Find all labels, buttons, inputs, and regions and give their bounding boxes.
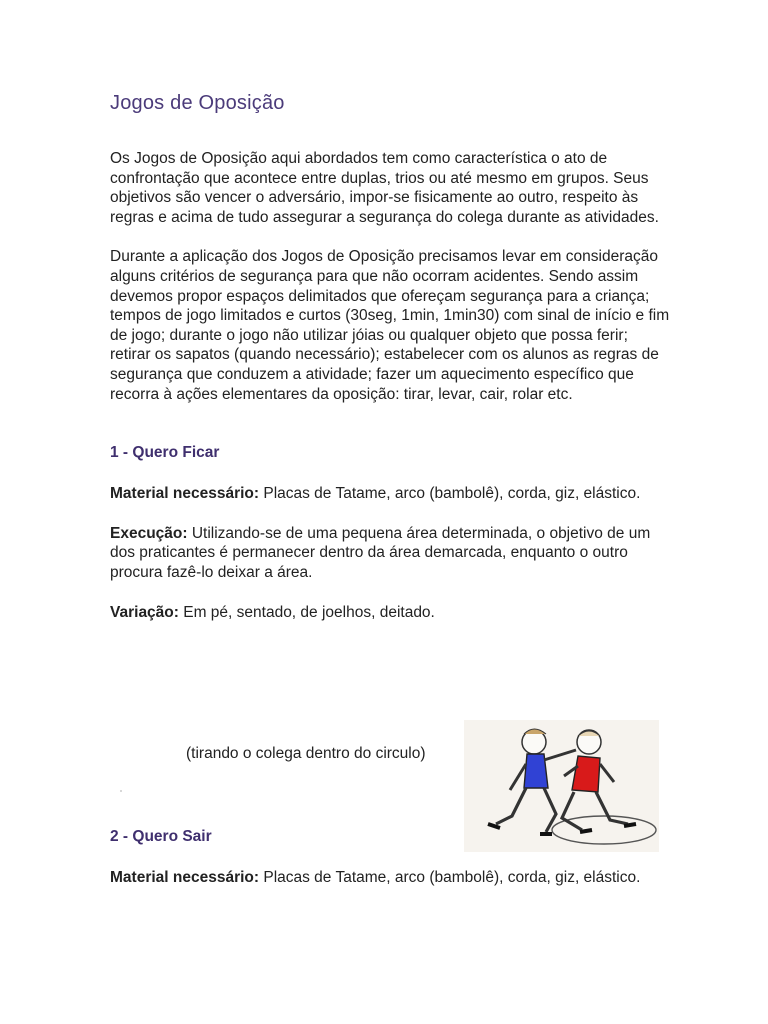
figure-caption: (tirando o colega dentro do circulo) [186, 745, 426, 762]
section-2 [110, 828, 670, 908]
page-title: Jogos de Oposição [110, 92, 285, 114]
section1-execucao [110, 524, 670, 583]
material-text: Placas de Tatame, arco (bambolê), corda, giz, elástico. [259, 485, 641, 503]
intro-paragraph-1: Os Jogos de Oposição aqui abordados tem como característica o ato de confrontação que acontece entre duplas, trios ou até mesmo em grupos. Seus objetivos são vencer o adversário, impor-se fisicamente ao outro, respeito às regras e acima de tudo assegurar a segurança do colega durante as atividades. [110, 150, 659, 226]
execucao-label: Execução: [110, 524, 188, 542]
variacao-text: Em pé, sentado, de joelhos, deitado. [178, 603, 435, 621]
stray-dot [120, 790, 122, 792]
section-heading-quero-sair: 2 - Quero Sair [110, 828, 212, 845]
section1-material [110, 484, 670, 504]
section2-material [110, 868, 670, 888]
section-heading-quero-ficar: 1 - Quero Ficar [110, 444, 220, 462]
execucao-text: Utilizando-se de uma pequena área determinada, o objetivo de um dos praticantes é permanecer dentro da área demarcada, enquanto o outro procura fazê-lo deixar a área. [110, 524, 651, 581]
document-page [110, 92, 670, 886]
material-label-2: Material necessário: [110, 869, 260, 886]
variacao-label: Variação: [110, 603, 179, 621]
material-label: Material necessário: [110, 485, 260, 503]
section1-variacao [110, 603, 670, 623]
intro-paragraph-2: Durante a aplicação dos Jogos de Oposição precisamos levar em consideração alguns critérios de segurança para que não ocorram acidentes. Sendo assim devemos propor espaços delimitados que ofereçam segurança para a criança; tempos de jogo limitados e curtos (30seg, 1min, 1min30) com sinal de início e fim de jogo; durante o jogo não utilizar jóias ou qualquer objeto que possa ferir; retirar os sapatos (quando necessário); estabelecer com os alunos as regras de segurança que conduzem a atividade; fazer um aquecimento específico que recorra à ações elementares da oposição: tirar, levar, cair, rolar etc. [110, 248, 670, 403]
material-text-2: Placas de Tatame, arco (bambolê), corda, giz, elástico. [259, 869, 641, 886]
